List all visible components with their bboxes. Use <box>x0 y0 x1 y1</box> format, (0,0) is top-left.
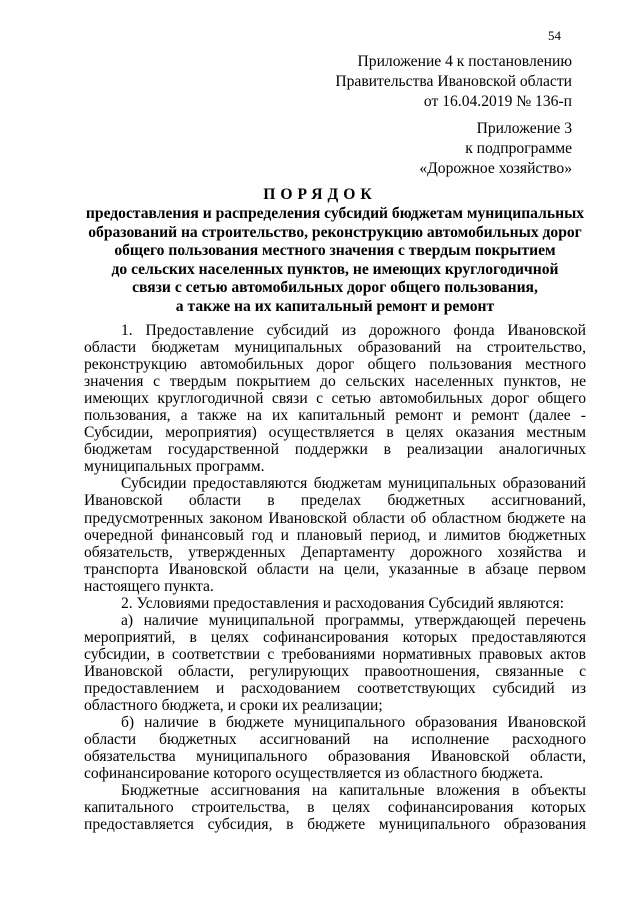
body-line: области бюджетных ассигнований на исполнение расходного <box>84 731 586 749</box>
body-line: значения с твердым покрытием до сельских населенных пунктов, не <box>84 373 586 391</box>
body-line: области бюджетам муниципальных образований на строительство, <box>84 339 586 357</box>
subprogram-header <box>419 119 572 179</box>
appendix-header-line: Приложение 4 к постановлению <box>357 53 572 70</box>
document-body <box>84 322 586 833</box>
subprogram-header-line: «Дорожное хозяйство» <box>419 160 572 177</box>
body-line: Ивановской области в пределах бюджетных ассигнований, <box>84 492 586 510</box>
body-line: капитального строительства, в целях софинансирования которых <box>84 799 586 817</box>
body-line: предоставлением и расходованием соответствующих субсидий из <box>84 679 586 697</box>
body-line: Субсидии предоставляются бюджетам муниципальных образований <box>121 475 586 493</box>
appendix-header-line: от 16.04.2019 № 136-п <box>423 93 572 110</box>
subtitle-line: связи с сетью автомобильных дорог общего пользования, <box>132 279 538 297</box>
subtitle-line: а также на их капитальный ремонт и ремонт <box>175 297 495 315</box>
subtitle-line: общего пользования местного значения с твердым покрытием <box>114 242 556 260</box>
body-line: мероприятий, в целях софинансирования которых предоставляются <box>84 628 586 646</box>
document-title: ПОРЯДОК <box>263 186 377 203</box>
body-line: субсидии, в соответствии с требованиями нормативных правовых актов <box>84 645 586 663</box>
subtitle-line: образований на строительство, реконструкцию автомобильных дорог <box>88 223 582 241</box>
subtitle-line: предоставления и распределения субсидий бюджетам муниципальных <box>85 205 585 222</box>
body-line: софинансирование которого осуществляется из областного бюджета. <box>84 765 544 783</box>
subtitle-line: до сельских населенных пунктов, не имеющих круглогодичной <box>111 260 559 278</box>
body-line: предоставляется субсидия, в бюджете муниципального образования <box>84 816 586 834</box>
appendix-header <box>335 52 572 112</box>
body-line: 1. Предоставление субсидий из дорожного фонда Ивановской <box>121 322 586 339</box>
body-line: реконструкцию автомобильных дорог общего пользования местного <box>84 356 586 374</box>
body-line: обязательства муниципального образования Ивановской области, <box>84 748 586 766</box>
body-line: предусмотренных законом Ивановской области об областном бюджете на <box>84 509 586 527</box>
body-line: имеющих круглогодичной связи с сетью автомобильных дорог общего <box>84 390 586 408</box>
body-line: очередной финансовый год и плановый период, и лимитов бюджетных <box>84 526 586 544</box>
page-number: 54 <box>548 28 561 43</box>
body-line: областного бюджета, и сроки их реализации; <box>84 697 383 715</box>
body-line: 2. Условиями предоставления и расходования Субсидий являются: <box>121 594 564 612</box>
body-line: муниципальных программ. <box>84 458 265 476</box>
body-line: а) наличие муниципальной программы, утверждающей перечень <box>121 611 586 629</box>
document-subtitle <box>84 205 586 317</box>
body-line: пользования, а также на их капитальный ремонт и ремонт (далее - <box>84 407 586 425</box>
subprogram-header-line: Приложение 3 <box>476 120 572 137</box>
subprogram-header-line: к подпрограмме <box>465 140 572 157</box>
body-line: обязательств, утвержденных Департаменту дорожного хозяйства и <box>84 543 586 561</box>
body-line: Ивановской области, регулирующих правоотношения, связанные с <box>84 662 586 680</box>
body-line: б) наличие в бюджете муниципального образования Ивановской <box>121 714 586 732</box>
body-line: транспорта Ивановской области на цели, указанные в абзаце первом <box>84 560 586 578</box>
body-line: бюджетам государственной поддержки в реализации аналогичных <box>84 441 586 459</box>
body-line: Бюджетные ассигнования на капитальные вложения в объекты <box>121 782 586 800</box>
body-line: настоящего пункта. <box>84 577 214 595</box>
appendix-header-line: Правительства Ивановской области <box>335 73 572 90</box>
body-line: Субсидии, мероприятия) осуществляется в целях оказания местным <box>84 424 586 442</box>
